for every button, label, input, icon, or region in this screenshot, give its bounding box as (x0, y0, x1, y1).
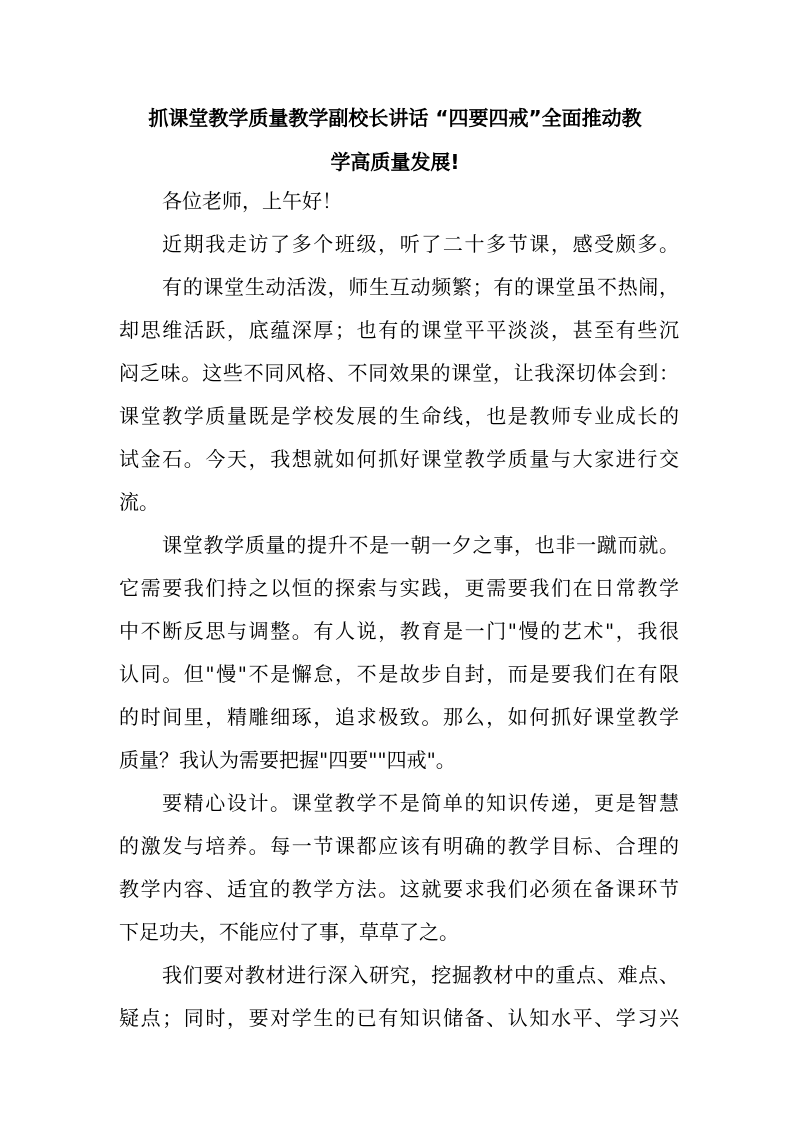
paragraph-line: 它需要我们持之以恒的探索与实践，更需要我们在日常教学 (119, 576, 679, 600)
paragraph-line: 认同。但"慢"不是懈怠，不是故步自封，而是要我们在有限 (119, 662, 679, 686)
paragraph-line: 中不断反思与调整。有人说，教育是一门"慢的艺术"，我很 (119, 619, 679, 643)
paragraph-line: 课堂教学质量既是学校发展的生命线，也是教师专业成长的 (119, 404, 679, 428)
paragraph-line: 下足功夫，不能应付了事，草草了之。 (119, 920, 459, 944)
paragraph-line: 我们要对教材进行深入研究，挖掘教材中的重点、难点、 (162, 963, 679, 987)
paragraph-line: 质量？我认为需要把握"四要""四戒"。 (119, 748, 456, 772)
paragraph-line: 要精心设计。课堂教学不是简单的知识传递，更是智慧 (162, 791, 679, 815)
paragraph-line: 有的课堂生动活泼，师生互动频繁；有的课堂虽不热闹， (162, 275, 679, 299)
paragraph-line: 试金石。今天，我想就如何抓好课堂教学质量与大家进行交 (119, 447, 679, 471)
paragraph-line: 流。 (119, 490, 159, 514)
paragraph-line: 疑点；同时，要对学生的已有知识储备、认知水平、学习兴 (119, 1006, 679, 1030)
paragraph-line: 闷乏味。这些不同风格、不同效果的课堂，让我深切体会到： (119, 361, 679, 385)
paragraph-line: 教学内容、适宜的教学方法。这就要求我们必须在备课环节 (119, 877, 679, 901)
greeting-line: 各位老师，上午好！ (162, 189, 342, 213)
paragraph-line: 却思维活跃，底蕴深厚；也有的课堂平平淡淡，甚至有些沉 (119, 318, 679, 342)
paragraph-line: 近期我走访了多个班级，听了二十多节课，感受颇多。 (162, 232, 679, 256)
paragraph-line: 课堂教学质量的提升不是一朝一夕之事，也非一蹴而就。 (162, 533, 679, 557)
paragraph-line: 的时间里，精雕细琢，追求极致。那么，如何抓好课堂教学 (119, 705, 679, 729)
document-title-line-2: 学高质量发展! (330, 150, 460, 174)
paragraph-line: 的激发与培养。每一节课都应该有明确的教学目标、合理的 (119, 834, 679, 858)
document-title-line-1: 抓课堂教学质量教学副校长讲话 “四要四戒”全面推动教 (148, 106, 642, 130)
